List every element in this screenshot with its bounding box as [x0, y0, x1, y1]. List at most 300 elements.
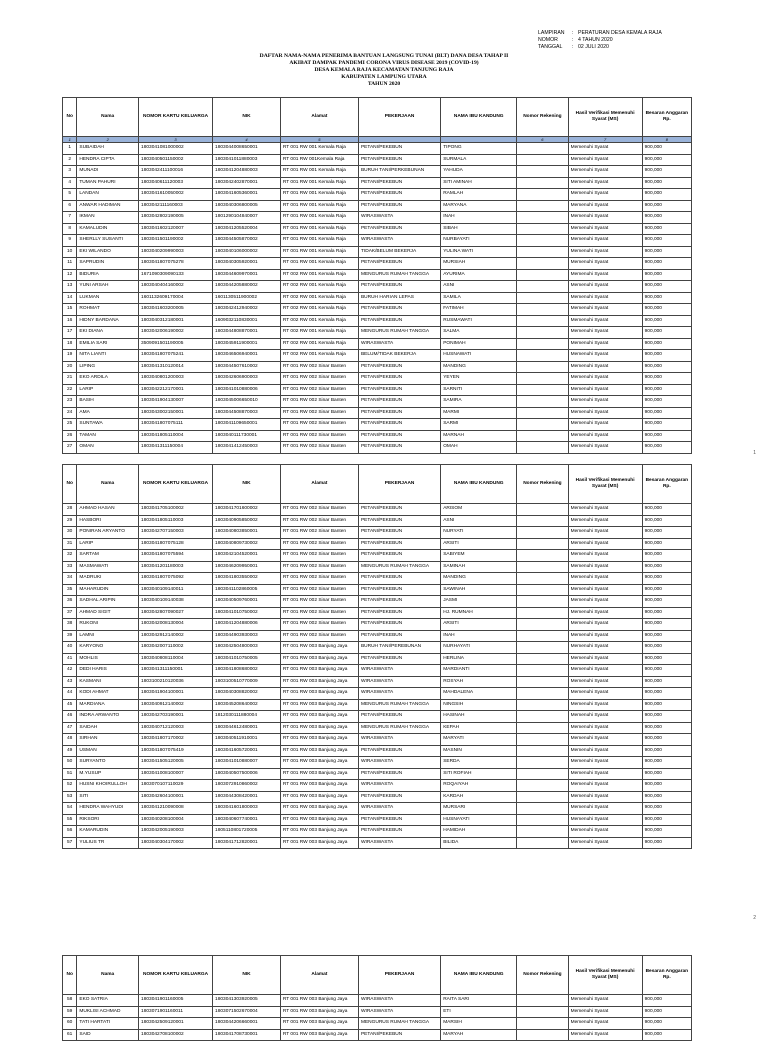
col-pekerjaan-cell: WIRASWASTA — [358, 676, 440, 688]
col-alamat-cell: RT 001 RW 003 Banjung Jaya — [280, 676, 358, 688]
col-rekening-cell — [517, 396, 568, 408]
col-no-cell: 46 — [63, 711, 77, 723]
table-row — [63, 1006, 692, 1018]
col-pekerjaan-cell: WIRASWASTA — [358, 837, 440, 849]
col-besaran-cell: 900,000 — [642, 419, 691, 431]
col-alamat-cell: RT 002 RW 001 Kemala Raja — [280, 281, 358, 293]
col-alamat-cell: RT 001 RW 001 Kemala Raja — [280, 258, 358, 270]
col-nik-header: NIK — [213, 465, 281, 504]
col-kk-cell: 1803041807075594 — [139, 550, 213, 562]
col-rekening-cell — [517, 189, 568, 201]
col-nama-cell: AHMAD SIGIT — [77, 607, 139, 619]
col-kk-cell: 1803040501150002 — [139, 154, 213, 166]
table-row — [63, 442, 692, 454]
col-verifikasi-cell: Memenuhi Syarat — [568, 699, 642, 711]
col-alamat-cell: RT 001 RW 002 Sinar Banten — [280, 573, 358, 585]
col-nik-cell: 1803042104520001 — [213, 550, 281, 562]
col-alamat-cell: RT 001 RW 002 Sinar Banten — [280, 396, 358, 408]
col-besaran-header: Besaran Anggaran Rp. — [642, 465, 691, 504]
table-row — [63, 200, 692, 212]
col-no-cell: 17 — [63, 327, 77, 339]
col-no-cell: 35 — [63, 584, 77, 596]
col-ibu-cell: HASINAH — [441, 711, 517, 723]
col-ibu-cell: BILIDA — [441, 837, 517, 849]
col-pekerjaan-cell: PETANI/PEKEBUN — [358, 200, 440, 212]
col-verifikasi-cell: Memenuhi Syarat — [568, 350, 642, 362]
col-no-cell: 55 — [63, 814, 77, 826]
col-verifikasi-cell: Memenuhi Syarat — [568, 642, 642, 654]
col-verifikasi-cell: Memenuhi Syarat — [568, 538, 642, 550]
col-alamat-cell: RT 001 RW 002 Sinar Banten — [280, 442, 358, 454]
table-row — [63, 315, 692, 327]
col-kk-cell: 1803070107110029 — [139, 780, 213, 792]
table-row — [63, 768, 692, 780]
col-alamat-cell: RT 001 RW 003 Banjung Jaya — [280, 745, 358, 757]
col-nama-cell: SAID — [77, 1029, 139, 1041]
table-row — [63, 223, 692, 235]
col-nik-cell: 1803040511910001 — [213, 734, 281, 746]
table-row — [63, 338, 692, 350]
title-line: DAFTAR NAMA-NAMA PENERIMA BANTUAN LANGSUNG TUNAI (BLT) DANA DESA TAHAP II — [259, 53, 509, 59]
col-nama-header: Nama — [77, 956, 139, 995]
col-alamat-cell: RT 001 RW 001 Kemala Raja — [280, 189, 358, 201]
col-besaran-cell: 900,000 — [642, 384, 691, 396]
col-besaran-cell: 900,000 — [642, 327, 691, 339]
col-ibu-cell: HUSNAYATI — [441, 814, 517, 826]
col-alamat-cell: RT 001 RW 001 Kemala Raja — [280, 212, 358, 224]
col-nama-cell: NITA LIANTI — [77, 350, 139, 362]
col-kk-cell: 1803041807075419 — [139, 745, 213, 757]
col-verifikasi-cell: Memenuhi Syarat — [568, 143, 642, 155]
col-nama-cell: KASMANI — [77, 676, 139, 688]
col-pekerjaan-cell: PETANI/PEKEBUN — [358, 315, 440, 327]
col-ibu-cell: YAHUDA — [441, 166, 517, 178]
col-nama-cell: IKMAN — [77, 212, 139, 224]
col-nama-cell: LIPING — [77, 361, 139, 373]
col-ibu-cell: SITI AMINAH — [441, 177, 517, 189]
col-nik-cell: 1803040509760001 — [213, 596, 281, 608]
col-pekerjaan-cell: PETANI/PEKEBUN — [358, 258, 440, 270]
col-no-cell: 5 — [63, 189, 77, 201]
table-row — [63, 246, 692, 258]
col-alamat-cell: RT 002 RW 001 Kemala Raja — [280, 350, 358, 362]
col-verifikasi-cell: Memenuhi Syarat — [568, 619, 642, 631]
col-alamat-cell: RT 002 RW 001 Kemala Raja — [280, 304, 358, 316]
col-no-cell: 21 — [63, 373, 77, 385]
col-besaran-cell: 900,000 — [642, 361, 691, 373]
col-nama-header: Nama — [77, 465, 139, 504]
col-nama-cell: EKO SATRIA — [77, 995, 139, 1007]
col-verifikasi-cell: Memenuhi Syarat — [568, 396, 642, 408]
col-ibu-cell: PONIMAH — [441, 338, 517, 350]
col-verifikasi-cell: Memenuhi Syarat — [568, 550, 642, 562]
col-kk-cell: 1803042509120001 — [139, 1018, 213, 1030]
table-row — [63, 814, 692, 826]
col-nik-cell: 1803042504800003 — [213, 642, 281, 654]
col-rekening-cell — [517, 995, 568, 1007]
col-nama-cell: KARYONO — [77, 642, 139, 654]
col-alamat-cell: RT 001 RW 002 Sinar Banten — [280, 407, 358, 419]
col-kk-cell: 1803041610050002 — [139, 189, 213, 201]
col-kk-cell: 3509091501190005 — [139, 338, 213, 350]
col-no-cell: 58 — [63, 995, 77, 1007]
col-kk-cell: 1803040312180001 — [139, 315, 213, 327]
col-nik-cell: 1803041605720001 — [213, 745, 281, 757]
col-kk-cell: 1803071901160011 — [139, 1006, 213, 1018]
col-ibu-cell: MARYAH — [441, 1029, 517, 1041]
col-verifikasi-cell: Memenuhi Syarat — [568, 527, 642, 539]
col-rekening-cell — [517, 504, 568, 516]
col-no-cell: 49 — [63, 745, 77, 757]
col-alamat-cell: RT 002 RW 001 Kemala Raja — [280, 338, 358, 350]
col-alamat-cell: RT 001 RW 003 Banjung Jaya — [280, 699, 358, 711]
col-nama-cell: EKI WILANDO — [77, 246, 139, 258]
col-besaran-cell: 900,000 — [642, 538, 691, 550]
col-pekerjaan-cell: PETANI/PEKEBUN — [358, 1029, 440, 1041]
col-rekening-cell — [517, 515, 568, 527]
col-no-cell: 39 — [63, 630, 77, 642]
col-nik-cell: 1803041701600002 — [213, 504, 281, 516]
page-number: 2 — [753, 915, 756, 921]
col-verifikasi-cell: Memenuhi Syarat — [568, 292, 642, 304]
table-row — [63, 269, 692, 281]
col-ibu-cell: MARSIH — [441, 1018, 517, 1030]
col-nik-cell: 1803100510770009 — [213, 676, 281, 688]
col-verifikasi-cell: Memenuhi Syarat — [568, 791, 642, 803]
col-ibu-cell: SAWINAH — [441, 584, 517, 596]
col-verifikasi-cell: Memenuhi Syarat — [568, 361, 642, 373]
table-row — [63, 384, 692, 396]
col-rekening-cell — [517, 768, 568, 780]
col-no-cell: 27 — [63, 442, 77, 454]
col-no-cell: 51 — [63, 768, 77, 780]
col-alamat-cell: RT 001 RW 002 Sinar Banten — [280, 419, 358, 431]
col-verifikasi-cell: Memenuhi Syarat — [568, 212, 642, 224]
col-ibu-cell: MANDING — [441, 573, 517, 585]
col-no-cell: 31 — [63, 538, 77, 550]
col-kk-cell: 1803040109140011 — [139, 584, 213, 596]
col-verifikasi-cell: Memenuhi Syarat — [568, 419, 642, 431]
col-pekerjaan-cell: MENGURUS RUMAH TANGGA — [358, 1018, 440, 1030]
col-kk-cell: 1803040209990003 — [139, 246, 213, 258]
lampiran-value: PERATURAN DESA KEMALA RAJA — [578, 30, 662, 36]
col-besaran-cell: 900,000 — [642, 630, 691, 642]
col-rekening-cell — [517, 200, 568, 212]
col-besaran-cell: 900,000 — [642, 688, 691, 700]
col-nik-cell: 1601130511900002 — [213, 292, 281, 304]
col-kk-cell: 1803041705100002 — [139, 504, 213, 516]
col-verifikasi-cell: Memenuhi Syarat — [568, 665, 642, 677]
table-row — [63, 780, 692, 792]
col-pekerjaan-cell: PETANI/PEKEBUN — [358, 619, 440, 631]
col-rekening-cell — [517, 419, 568, 431]
col-pekerjaan-cell: BELUM/TIDAK BEKERJA — [358, 350, 440, 362]
table-row — [63, 407, 692, 419]
col-besaran-cell: 900,000 — [642, 596, 691, 608]
col-pekerjaan-cell: PETANI/PEKEBUN — [358, 373, 440, 385]
document-page-2 — [0, 458, 768, 958]
col-no-cell: 9 — [63, 235, 77, 247]
col-nama-cell: MADRUKI — [77, 573, 139, 585]
col-nama-cell: MAHARUDIN — [77, 584, 139, 596]
col-nik-cell: 1803041010750005 — [213, 653, 281, 665]
col-rekening-cell — [517, 550, 568, 562]
col-alamat-cell: RT 001 RW 003 Banjung Jaya — [280, 1018, 358, 1030]
col-no-cell: 34 — [63, 573, 77, 585]
col-pekerjaan-cell: PETANI/PEKEBUN — [358, 419, 440, 431]
col-nik-cell: 1803044008650001 — [213, 143, 281, 155]
col-rekening-cell — [517, 596, 568, 608]
col-ibu-cell: RAMLAH — [441, 189, 517, 201]
col-verifikasi-cell: Memenuhi Syarat — [568, 768, 642, 780]
col-besaran-header: Besaran Anggaran Rp. — [642, 956, 691, 995]
title-line: DESA KEMALA RAJA KECAMATAN TANJUNG RAJA — [314, 67, 454, 73]
col-alamat-cell: RT 001 RW 003 Banjung Jaya — [280, 814, 358, 826]
col-kk-cell: 1803040109140038 — [139, 596, 213, 608]
col-no-cell: 47 — [63, 722, 77, 734]
col-no-cell: 12 — [63, 269, 77, 281]
col-nik-cell: 1812030111880004 — [213, 711, 281, 723]
col-ibu-cell: HERLINA — [441, 653, 517, 665]
col-ibu-cell: INAH — [441, 212, 517, 224]
col-pekerjaan-cell: PETANI/PEKEBUN — [358, 143, 440, 155]
col-nama-cell: LARIP — [77, 384, 139, 396]
col-verifikasi-cell: Memenuhi Syarat — [568, 407, 642, 419]
col-nik-cell: 1803072910860002 — [213, 780, 281, 792]
col-pekerjaan-cell: BURUH TANI/PERKEBUNAN — [358, 166, 440, 178]
col-kk-cell: 1803041807075128 — [139, 538, 213, 550]
col-ibu-cell: MANDING — [441, 361, 517, 373]
col-nik-cell: 1803041303920005 — [213, 995, 281, 1007]
col-pekerjaan-cell: PETANI/PEKEBUN — [358, 653, 440, 665]
col-besaran-cell: 900,000 — [642, 1018, 691, 1030]
col-pekerjaan-header: PEKERJAAN — [358, 465, 440, 504]
col-ibu-cell: MURSIAH — [441, 258, 517, 270]
col-ibu-cell: OMAH — [441, 442, 517, 454]
col-rekening-cell — [517, 676, 568, 688]
col-nama-cell: ANWAR HADIMAN — [77, 200, 139, 212]
column-number: 8 — [642, 137, 691, 143]
col-pekerjaan-cell: PETANI/PEKEBUN — [358, 154, 440, 166]
col-alamat-cell: RT 001 RW 001 Kemala Raja — [280, 166, 358, 178]
col-verifikasi-cell: Memenuhi Syarat — [568, 1029, 642, 1041]
col-kk-cell: 1803041807075278 — [139, 258, 213, 270]
col-nama-cell: TATI HARTATI — [77, 1018, 139, 1030]
col-no-cell: 23 — [63, 396, 77, 408]
table-row — [63, 166, 692, 178]
col-besaran-cell: 900,000 — [642, 350, 691, 362]
document-page-3 — [0, 955, 768, 1037]
col-alamat-cell: RT 001 RW 002 Sinar Banten — [280, 630, 358, 642]
col-besaran-cell: 900,000 — [642, 561, 691, 573]
col-kk-cell: 1803040801200003 — [139, 373, 213, 385]
col-nama-cell: HASBORI — [77, 515, 139, 527]
col-besaran-cell: 900,000 — [642, 768, 691, 780]
col-kk-cell: 1803042604100001 — [139, 791, 213, 803]
col-verifikasi-cell: Memenuhi Syarat — [568, 596, 642, 608]
col-alamat-cell: RT 001 RW 003 Banjung Jaya — [280, 995, 358, 1007]
col-rekening-cell — [517, 384, 568, 396]
col-kk-cell: 1803041008100007 — [139, 768, 213, 780]
col-rekening-cell — [517, 1029, 568, 1041]
col-no-cell: 20 — [63, 361, 77, 373]
col-kk-cell: 1803042802190005 — [139, 212, 213, 224]
col-ibu-cell: KARDAH — [441, 791, 517, 803]
col-nama-header: Nama — [77, 98, 139, 137]
table-row — [63, 504, 692, 516]
col-ibu-cell: MASNIN — [441, 745, 517, 757]
col-pekerjaan-cell: PETANI/PEKEBUN — [358, 711, 440, 723]
col-verifikasi-cell: Memenuhi Syarat — [568, 373, 642, 385]
col-alamat-cell: RT 001 RW 003 Banjung Jaya — [280, 1029, 358, 1041]
col-besaran-cell: 900,000 — [642, 235, 691, 247]
col-alamat-cell: RT 001 RW 002 Sinar Banten — [280, 361, 358, 373]
col-alamat-cell: RT 001 RW 002 Sinar Banten — [280, 430, 358, 442]
col-verifikasi-cell: Memenuhi Syarat — [568, 269, 642, 281]
col-nik-cell: 1803041708730001 — [213, 1029, 281, 1041]
col-rekening-cell — [517, 373, 568, 385]
col-no-cell: 56 — [63, 826, 77, 838]
col-no-cell: 4 — [63, 177, 77, 189]
title-line: TAHUN 2020 — [367, 81, 401, 87]
col-kk-cell: 1803041807075111 — [139, 419, 213, 431]
col-ibu-cell: SITI ROFIAH — [441, 768, 517, 780]
col-besaran-cell: 900,000 — [642, 757, 691, 769]
col-besaran-cell: 900,000 — [642, 1029, 691, 1041]
col-alamat-header: Alamat — [280, 98, 358, 137]
col-pekerjaan-cell: WIRASWASTA — [358, 734, 440, 746]
col-kk-cell: 1803042807090027 — [139, 607, 213, 619]
title-line: AKIBAT DAMPAK PANDEMI CORONA VIRUS DISEASE 2019 (COVID-19) — [289, 60, 479, 66]
col-nama-cell: LARIP — [77, 538, 139, 550]
table-row — [63, 584, 692, 596]
col-kk-cell: 1671090309090133 — [139, 269, 213, 281]
col-no-cell: 29 — [63, 515, 77, 527]
col-nik-cell: 1801290104840007 — [213, 212, 281, 224]
col-no-header: No — [63, 465, 77, 504]
col-verifikasi-cell: Memenuhi Syarat — [568, 630, 642, 642]
col-besaran-cell: 900,000 — [642, 396, 691, 408]
col-ibu-cell: NURYATI — [441, 527, 517, 539]
col-verifikasi-cell: Memenuhi Syarat — [568, 757, 642, 769]
col-ibu-cell: MARYANA — [441, 200, 517, 212]
col-nama-cell: HENDRA CIPTA — [77, 154, 139, 166]
col-kk-cell: 1803041311150001 — [139, 665, 213, 677]
col-ibu-cell: YEYEN — [441, 373, 517, 385]
col-rekening-cell — [517, 327, 568, 339]
col-no-cell: 24 — [63, 407, 77, 419]
col-kk-cell: 1803041602120007 — [139, 223, 213, 235]
col-verifikasi-cell: Memenuhi Syarat — [568, 573, 642, 585]
col-alamat-cell: RT 001 RW 002 Sinar Banten — [280, 504, 358, 516]
col-nik-cell: 1803041010750002 — [213, 607, 281, 619]
column-number: 3 — [139, 137, 213, 143]
col-rekening-cell — [517, 642, 568, 654]
col-pekerjaan-cell: PETANI/PEKEBUN — [358, 814, 440, 826]
col-nik-cell: 1803044808870001 — [213, 327, 281, 339]
col-alamat-cell: RT 001 RW 003 Banjung Jaya — [280, 757, 358, 769]
col-nama-cell: BASIH — [77, 396, 139, 408]
col-nik-cell: 1803045006650010 — [213, 396, 281, 408]
col-alamat-cell: RT 001 RW 002 Sinar Banten — [280, 384, 358, 396]
col-no-cell: 50 — [63, 757, 77, 769]
col-nama-cell: SHERLLY SUSANTI — [77, 235, 139, 247]
title-line: KABUPATEN LAMPUNG UTARA — [341, 74, 427, 80]
col-kk-cell: 1803041081000002 — [139, 143, 213, 155]
col-no-cell: 28 — [63, 504, 77, 516]
col-rekening-cell — [517, 780, 568, 792]
col-besaran-cell: 900,000 — [642, 315, 691, 327]
col-rekening-cell — [517, 837, 568, 849]
col-nik-cell: 1803040305920001 — [213, 258, 281, 270]
table-row — [63, 258, 692, 270]
col-alamat-cell: RT 001 RW 003 Banjung Jaya — [280, 688, 358, 700]
col-nik-cell: 1803041102860005 — [213, 584, 281, 596]
col-nik-cell: 1803041205520004 — [213, 223, 281, 235]
col-ibu-cell: ARISOM — [441, 504, 517, 516]
col-nik-cell: 1803041601800003 — [213, 803, 281, 815]
col-besaran-cell: 900,000 — [642, 143, 691, 155]
col-nik-cell: 1803041010880006 — [213, 384, 281, 396]
col-rekening-cell — [517, 315, 568, 327]
table-row — [63, 619, 692, 631]
col-pekerjaan-cell: PETANI/PEKEBUN — [358, 223, 440, 235]
col-no-cell: 57 — [63, 837, 77, 849]
col-verifikasi-cell: Memenuhi Syarat — [568, 745, 642, 757]
col-nama-cell: TUMAN PAHURI — [77, 177, 139, 189]
col-nik-cell: 1803041803550002 — [213, 573, 281, 585]
col-pekerjaan-cell: PETANI/PEKEBUN — [358, 177, 440, 189]
col-pekerjaan-cell: PETANI/PEKEBUN — [358, 596, 440, 608]
col-no-cell: 1 — [63, 143, 77, 155]
col-alamat-cell: RT 001 RW 003 Banjung Jaya — [280, 665, 358, 677]
col-nik-cell: 1609032110830001 — [213, 315, 281, 327]
col-verifikasi-cell: Memenuhi Syarat — [568, 384, 642, 396]
col-no-cell: 41 — [63, 653, 77, 665]
col-nik-cell: 1803044505870002 — [213, 235, 281, 247]
col-alamat-cell: RT 001 RW 003 Banjung Jaya — [280, 1006, 358, 1018]
col-nama-cell: EKI DIANA — [77, 327, 139, 339]
col-besaran-cell: 900,000 — [642, 995, 691, 1007]
col-kk-cell: 1803042708100002 — [139, 1029, 213, 1041]
col-verifikasi-cell: Memenuhi Syarat — [568, 803, 642, 815]
table-row — [63, 688, 692, 700]
col-verifikasi-header: Hasil Verifikasi Memenuhi Syarat (MS) — [568, 956, 642, 995]
col-nik-cell: 1803042412940002 — [213, 304, 281, 316]
col-besaran-cell: 900,000 — [642, 223, 691, 235]
col-besaran-cell: 900,000 — [642, 373, 691, 385]
col-nama-cell: KODI AHMAT — [77, 688, 139, 700]
col-verifikasi-cell: Memenuhi Syarat — [568, 246, 642, 258]
col-ibu-cell: SERDA — [441, 757, 517, 769]
col-pekerjaan-cell: WIRASWASTA — [358, 995, 440, 1007]
table-row — [63, 791, 692, 803]
col-pekerjaan-cell: PETANI/PEKEBUN — [358, 573, 440, 585]
col-ibu-cell: ROQAIYAH — [441, 780, 517, 792]
col-pekerjaan-header: PEKERJAAN — [358, 98, 440, 137]
col-ibu-cell: ASNI — [441, 515, 517, 527]
col-nama-cell: SUBAIDAH — [77, 143, 139, 155]
col-rekening-cell — [517, 814, 568, 826]
col-no-cell: 48 — [63, 734, 77, 746]
col-verifikasi-cell: Memenuhi Syarat — [568, 676, 642, 688]
col-no-cell: 52 — [63, 780, 77, 792]
col-nama-cell: SAIDAH — [77, 722, 139, 734]
col-kk-cell: 1803040712120003 — [139, 722, 213, 734]
col-rekening-cell — [517, 722, 568, 734]
col-no-cell: 15 — [63, 304, 77, 316]
col-alamat-cell: RT 001 RW 002 Sinar Banten — [280, 584, 358, 596]
